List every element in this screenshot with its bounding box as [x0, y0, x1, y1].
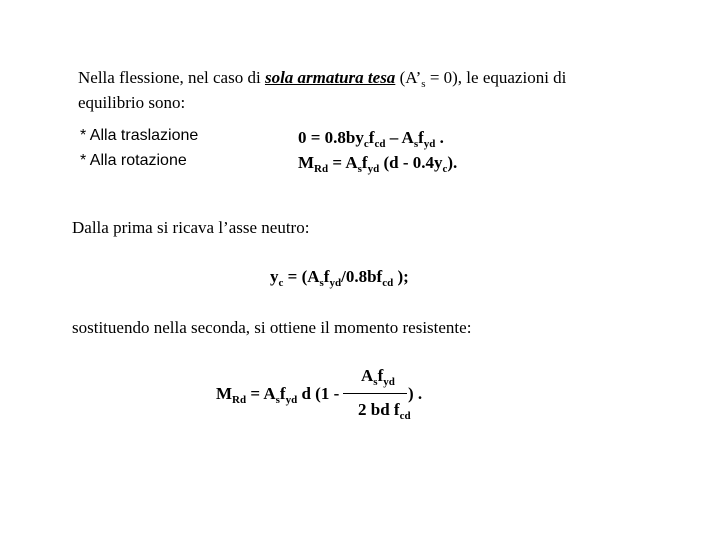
eq2-part-e: ).	[447, 153, 458, 172]
eq3-sub-3: yd	[329, 277, 342, 289]
intro-line-2: equilibrio sono:	[78, 93, 186, 112]
intro-emphasis: sola armatura tesa	[264, 68, 396, 87]
eq1-part-e: .	[435, 128, 444, 147]
eq4-num-b: f	[377, 366, 384, 385]
equation-moment-right: ) .	[408, 384, 423, 403]
eq3-sub-4: cd	[382, 277, 394, 289]
eq2-sub-3: yd	[367, 163, 380, 175]
eq4-den-sub-1: cd	[399, 410, 411, 422]
eq1-part-d: f	[418, 128, 424, 147]
eq4-num-sub-1: s	[373, 376, 378, 388]
eq3-sub-1: c	[278, 277, 284, 289]
eq1-sub-1: c	[363, 138, 369, 150]
eq1-sub-4: yd	[423, 138, 436, 150]
eq1-sub-2: cd	[374, 138, 386, 150]
intro-text-after: (A’	[395, 68, 422, 87]
eq2-part-d: (d - 0.4y	[379, 153, 443, 172]
eq3-part-b: = (A	[283, 267, 320, 286]
eq1-part-b: f	[368, 128, 375, 147]
eq3-sub-2: s	[319, 277, 324, 289]
intro-text-before: Nella flessione, nel caso di	[78, 68, 265, 87]
substitution-text: sostituendo nella seconda, si ottiene il momento resistente:	[72, 318, 472, 337]
fraction-numerator	[361, 366, 395, 388]
neutral-axis-text: Dalla prima si ricava l’asse neutro:	[72, 218, 310, 237]
eq2-part-a: M	[298, 153, 315, 172]
eq4-left-sub-2: s	[275, 394, 280, 406]
eq3-part-c: f	[323, 267, 330, 286]
eq2-sub-2: s	[357, 163, 362, 175]
eq2-part-b: = A	[328, 153, 358, 172]
eq1-part-c: – A	[385, 128, 414, 147]
eq4-left-a: M	[216, 384, 233, 403]
eq1-part-a: 0 = 0.8by	[298, 128, 364, 147]
fraction-bar	[343, 393, 407, 394]
intro-line-1	[78, 68, 566, 90]
equation-neutral-axis	[270, 267, 409, 289]
traslazione-label: * Alla traslazione	[80, 127, 199, 144]
rotazione-label: * Alla rotazione	[80, 152, 187, 169]
eq4-left-sub-1: Rd	[232, 394, 247, 406]
equation-rotazione	[298, 153, 457, 175]
eq2-part-c: f	[361, 153, 368, 172]
eq4-den-a: 2 bd f	[358, 400, 400, 419]
eq2-sub-1: Rd	[314, 163, 329, 175]
eq4-num-sub-2: yd	[383, 376, 395, 388]
equation-traslazione	[298, 128, 444, 150]
eq4-left-d: d (1 -	[297, 384, 340, 403]
eq4-left-c: f	[279, 384, 286, 403]
intro-text-end: = 0), le equazioni di	[425, 68, 567, 87]
eq4-left-sub-3: yd	[285, 394, 298, 406]
intro-subscript: s	[421, 78, 426, 90]
eq3-part-e: );	[393, 267, 409, 286]
eq3-part-d: /0.8bf	[341, 267, 383, 286]
eq3-part-a: y	[270, 267, 279, 286]
eq2-sub-4: c	[442, 163, 448, 175]
fraction-denominator	[358, 400, 411, 422]
eq4-num-a: A	[361, 366, 374, 385]
equation-moment-left	[216, 384, 339, 406]
eq1-sub-3: s	[413, 138, 419, 150]
eq4-left-b: = A	[246, 384, 276, 403]
